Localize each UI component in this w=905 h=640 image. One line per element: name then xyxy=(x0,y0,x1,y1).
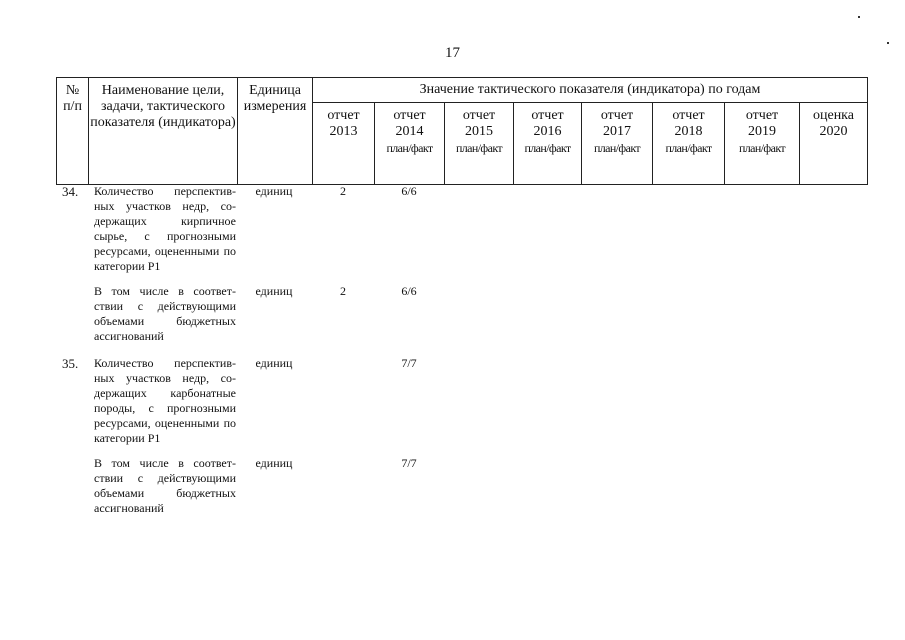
year-value: 2013 xyxy=(329,124,358,139)
header-year-2019 xyxy=(725,103,800,185)
year-value: 2018 xyxy=(674,124,703,139)
year-value: 2015 xyxy=(465,124,493,139)
plan-fact-label: план/факт xyxy=(386,141,433,155)
row-name: В том числе в соответ-ствии с действующими объемами бюджетных ассигнований xyxy=(94,456,236,515)
year-value: 2016 xyxy=(533,124,562,139)
header-year-2018 xyxy=(653,103,725,185)
year-label: отчет xyxy=(462,108,496,123)
row-value-2014: 6/6 xyxy=(401,184,417,198)
header-unit-label: Единица измерения xyxy=(243,83,307,114)
scan-speck xyxy=(858,16,860,18)
header-number-cell xyxy=(57,78,89,185)
header-values-cell xyxy=(313,78,868,103)
row-unit: единиц xyxy=(255,284,293,298)
header-values-label: Значение тактического показателя (индикатора) по годам xyxy=(419,82,761,97)
header-number-sub-label: п/п xyxy=(63,99,82,114)
row-value-2014: 7/7 xyxy=(401,356,417,370)
page-number: 17 xyxy=(445,45,460,61)
row-value-2014: 7/7 xyxy=(401,456,417,470)
row-value-2013: 2 xyxy=(340,184,346,198)
row-unit: единиц xyxy=(255,184,293,198)
header-year-2015 xyxy=(445,103,514,185)
year-value: 2020 xyxy=(819,124,848,139)
year-value: 2019 xyxy=(748,124,776,139)
row-value-2013: 2 xyxy=(340,284,346,298)
plan-fact-label: план/факт xyxy=(593,141,641,155)
year-label: отчет xyxy=(393,108,426,123)
header-year-2016 xyxy=(514,103,582,185)
row-number: 35. xyxy=(62,356,79,371)
row-value-2014: 6/6 xyxy=(401,284,417,298)
year-value: 2014 xyxy=(395,124,424,139)
plan-fact-label: план/факт xyxy=(455,141,503,155)
plan-fact-label: план/факт xyxy=(738,141,786,155)
plan-fact-label: план/факт xyxy=(665,141,712,155)
row-unit: единиц xyxy=(255,456,293,470)
year-label: отчет xyxy=(531,108,564,123)
year-label: отчет xyxy=(600,108,634,123)
year-label: отчет xyxy=(745,108,779,123)
year-value: 2017 xyxy=(603,124,631,139)
header-name-label: Наименование цели, задачи, тактического показателя (индикатора) xyxy=(90,83,236,130)
row-unit: единиц xyxy=(255,356,293,370)
header-year-2020 xyxy=(800,103,868,185)
row-number: 34. xyxy=(62,184,79,199)
row-name: Количество перспектив-ных участков недр, со-держащих кирпичное сырье, с прогнозными ресурсами, оцененными по категории Р1 xyxy=(94,184,236,273)
header-number-label: № xyxy=(65,83,80,98)
year-label: отчет xyxy=(672,108,705,123)
header-name-cell xyxy=(89,78,238,185)
row-name: В том числе в соответ-ствии с действующими объемами бюджетных ассигнований xyxy=(94,284,236,343)
scan-speck xyxy=(887,42,889,44)
header-year-2014 xyxy=(375,103,445,185)
year-label: оценка xyxy=(812,108,854,123)
header-year-2013 xyxy=(313,103,375,185)
year-label: отчет xyxy=(327,108,360,123)
row-name: Количество перспектив-ных участков недр, со-держащих карбонатные породы, с прогнозными ресурсами, оцененными по категории Р1 xyxy=(94,356,236,445)
header-year-2017 xyxy=(582,103,653,185)
indicator-table-header xyxy=(56,77,868,185)
header-unit-cell xyxy=(238,78,313,185)
plan-fact-label: план/факт xyxy=(524,141,571,155)
